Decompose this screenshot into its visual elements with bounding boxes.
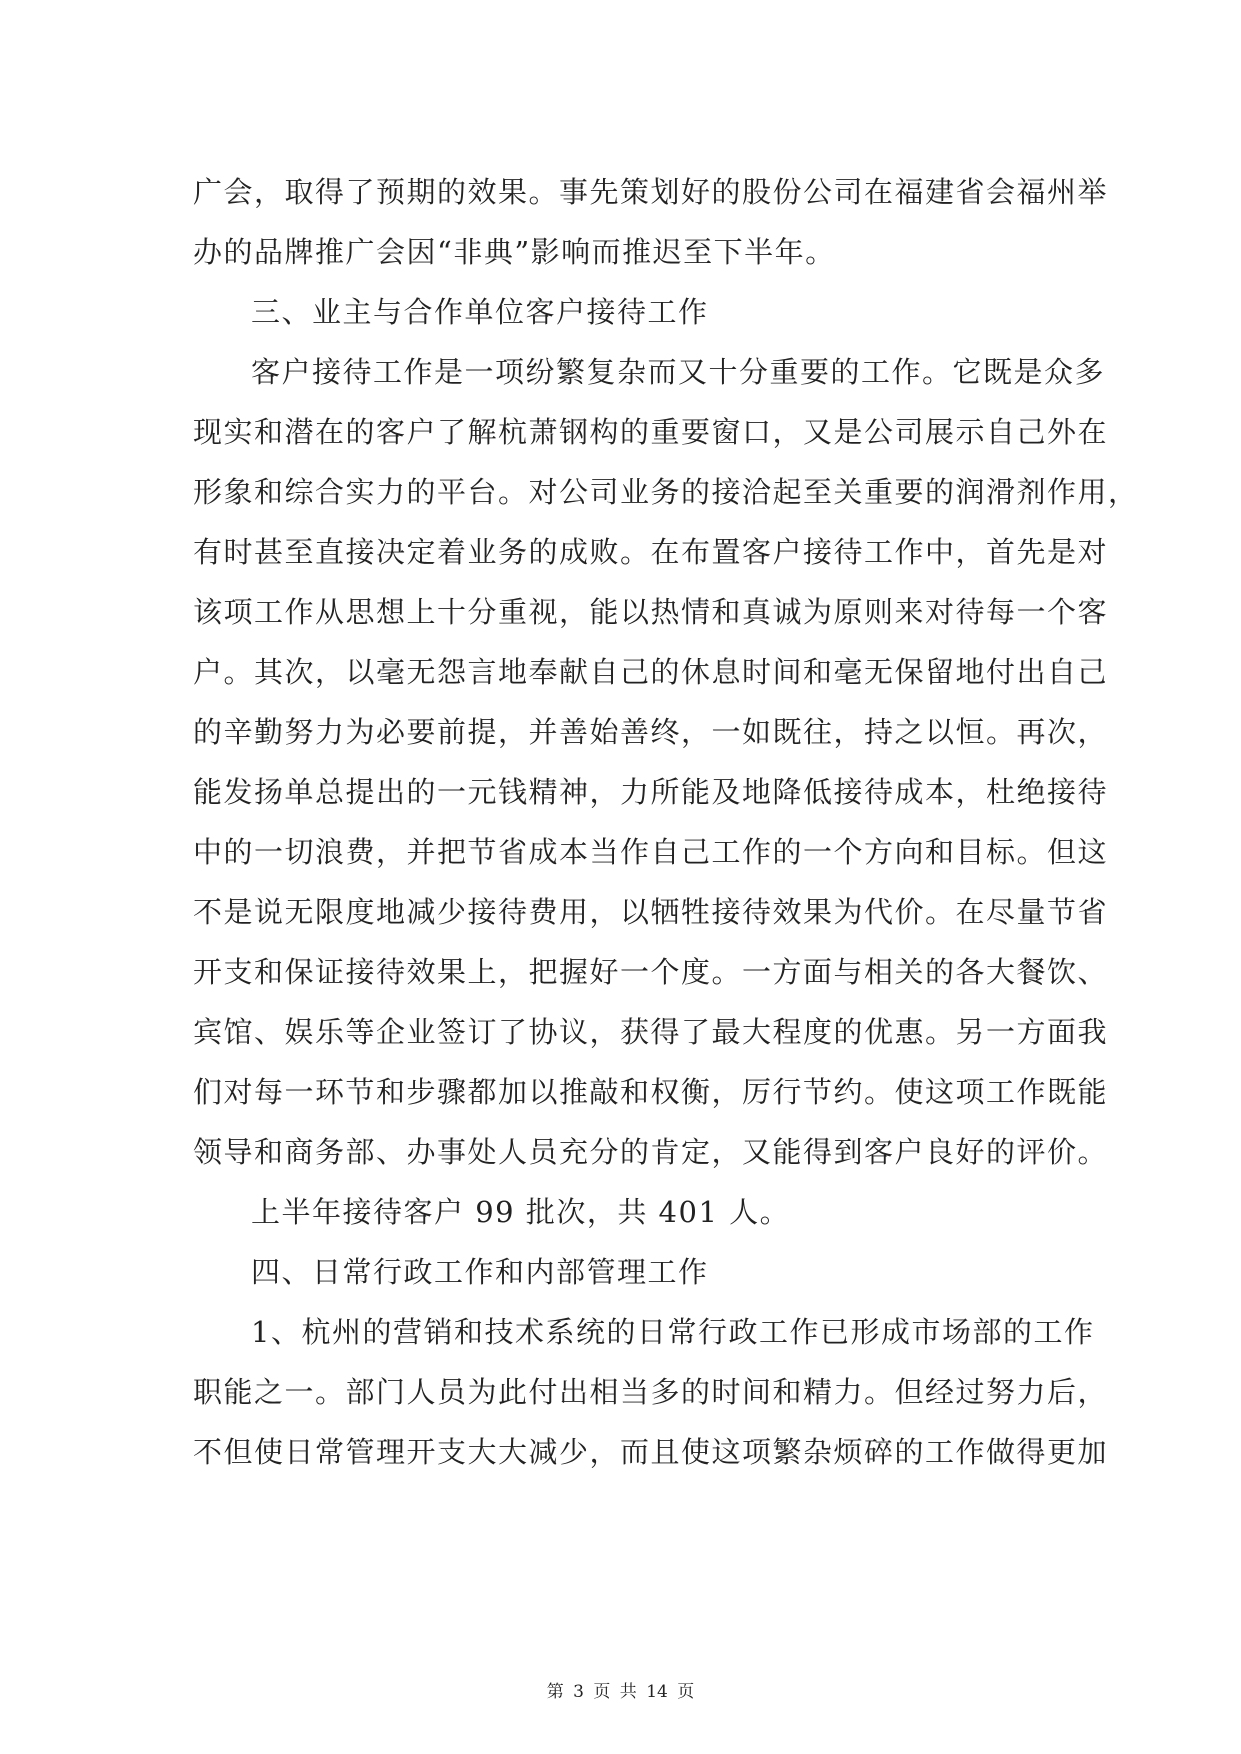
text-line: 的辛勤努力为必要前提，并善始善终，一如既往，持之以恒。再次， (193, 715, 1109, 749)
text-line: 开支和保证接待效果上，把握好一个度。一方面与相关的各大餐饮、 (193, 955, 1109, 989)
text-line: 办的品牌推广会因“非典”影响而推迟至下半年。 (193, 235, 836, 269)
text-line: 领导和商务部、办事处人员充分的肯定，又能得到客户良好的评价。 (193, 1135, 1109, 1169)
body-text (193, 162, 1139, 1482)
page-footer: 第 3 页 共 14 页 (546, 1682, 695, 1702)
text-line: 宾馆、娱乐等企业签订了协议，获得了最大程度的优惠。另一方面我 (193, 1015, 1109, 1049)
text-line: 们对每一环节和步骤都加以推敲和权衡，厉行节约。使这项工作既能 (193, 1075, 1109, 1109)
section-heading: 四、日常行政工作和内部管理工作 (251, 1255, 709, 1289)
text-line: 客户接待工作是一项纷繁复杂而又十分重要的工作。它既是众多 (251, 355, 1106, 389)
text-line: 中的一切浪费，并把节省成本当作自己工作的一个方向和目标。但这 (193, 835, 1109, 869)
text-line: 户。其次，以毫无怨言地奉献自己的休息时间和毫无保留地付出自己 (193, 655, 1109, 689)
text-line: 该项工作从思想上十分重视，能以热情和真诚为原则来对待每一个客 (193, 595, 1109, 629)
text-line: 上半年接待客户 99 批次，共 401 人。 (251, 1195, 791, 1229)
text-line: 不但使日常管理开支大大减少，而且使这项繁杂烦碎的工作做得更加 (193, 1435, 1109, 1469)
text-line: 不是说无限度地减少接待费用，以牺牲接待效果为代价。在尽量节省 (193, 895, 1109, 929)
text-line: 广会，取得了预期的效果。事先策划好的股份公司在福建省会福州举 (193, 175, 1109, 209)
section-heading: 三、业主与合作单位客户接待工作 (251, 295, 709, 329)
text-line: 能发扬单总提出的一元钱精神，力所能及地降低接待成本，杜绝接待 (193, 775, 1109, 809)
text-line: 职能之一。部门人员为此付出相当多的时间和精力。但经过努力后， (193, 1375, 1109, 1409)
text-line: 1、杭州的营销和技术系统的日常行政工作已形成市场部的工作 (251, 1315, 1095, 1349)
text-line: 形象和综合实力的平台。对公司业务的接洽起至关重要的润滑剂作用， (193, 475, 1139, 509)
text-line: 有时甚至直接决定着业务的成败。在布置客户接待工作中，首先是对 (193, 535, 1109, 569)
text-line: 现实和潜在的客户了解杭萧钢构的重要窗口，又是公司展示自己外在 (193, 415, 1109, 449)
